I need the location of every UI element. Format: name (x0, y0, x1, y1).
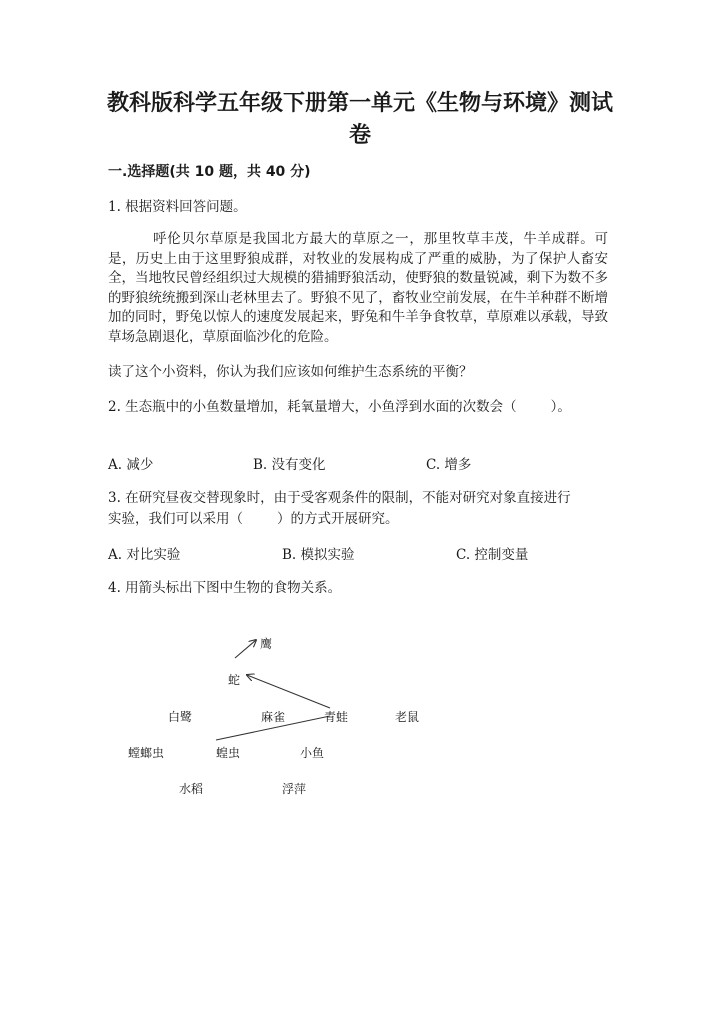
q3-option-a[interactable]: A. 对比实验 (108, 547, 181, 563)
organism-frog: 青蛙 (324, 710, 349, 724)
q3-option-c[interactable]: C. 控制变量 (456, 547, 529, 563)
q3-option-b[interactable]: B. 模拟实验 (282, 547, 355, 563)
q1-stem: 1. 根据资料回答问题。 (108, 199, 247, 215)
arrow-frog-to-snake (247, 675, 330, 708)
organism-snake: 蛇 (228, 673, 241, 687)
arrow-snake-to-eagle (235, 640, 256, 658)
organism-mantis: 螳螂虫 (128, 746, 165, 760)
q2-option-c[interactable]: C. 增多 (426, 457, 472, 473)
organism-locust: 蝗虫 (216, 746, 241, 760)
q4-stem: 4. 用箭头标出下图中生物的食物关系。 (108, 580, 342, 596)
q2-stem-after: ）。 (550, 399, 571, 415)
organism-duckweed: 浮萍 (282, 782, 307, 796)
organism-egret: 白鹭 (168, 710, 193, 724)
q1-passage: 呼伦贝尔草原是我国北方最大的草原之一，那里牧草丰茂，牛羊成群。可是，历史上由于这里野狼成群，对牧业的发展构成了严重的威胁，为了保护人畜安全，当地牧民曾经组织过大规模的猎捕野狼活动，使野狼的数量锐减，剩下为数不多的野狼统统搬到深山老林里去了。野狼不见了，畜牧业空前发展，在牛羊种群不断增加的同时，野兔以惊人的速度发展起来，野兔和牛羊争食牧草，草原难以承载，导致草场急剧退化，草原面临沙化的危险。 (108, 231, 608, 345)
page-title: 教科版科学五年级下册第一单元《生物与环境》测试卷 (106, 91, 613, 148)
section-heading: 一.选择题(共 10 题，共 40 分) (108, 164, 311, 180)
organism-eagle: 鹰 (260, 637, 273, 651)
organism-fish: 小鱼 (300, 746, 325, 760)
q3-line2-after: ）的方式开展研究。 (277, 511, 399, 527)
organism-sparrow: 麻雀 (261, 710, 286, 724)
q3-line1: 3. 在研究昼夜交替现象时，由于受客观条件的限制，不能对研究对象直接进行 (108, 490, 571, 506)
organism-mouse: 老鼠 (395, 710, 420, 724)
q2-option-a[interactable]: A. 减少 (108, 457, 154, 473)
q2-stem-before: 2. 生态瓶中的小鱼数量增加，耗氧量增大，小鱼浮到水面的次数会（ (108, 399, 517, 415)
organism-rice: 水稻 (179, 782, 204, 796)
q3-line2-before: 实验，我们可以采用（ (108, 511, 243, 527)
q1-question: 读了这个小资料，你认为我们应该如何维护生态系统的平衡？ (108, 364, 473, 380)
q2-option-b[interactable]: B. 没有变化 (253, 457, 326, 473)
